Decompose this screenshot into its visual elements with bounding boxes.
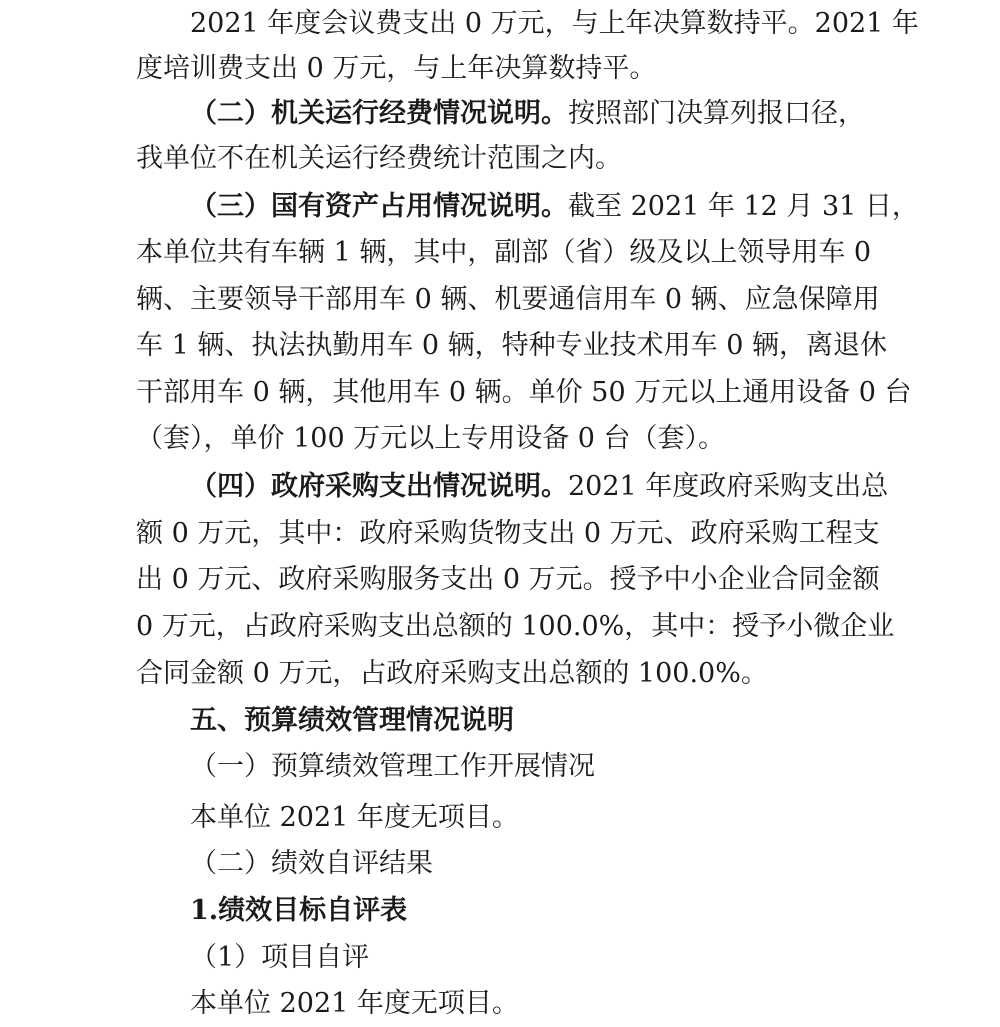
item-subheading: （1）项目自评 [190,942,370,973]
text-line: （套），单价 100 万元以上专用设备 0 台（套）。 [136,423,726,454]
item-heading: 1.绩效目标自评表 [190,895,408,926]
paragraph-heading: （二）机关运行经费情况说明。 [190,98,568,129]
paragraph-heading: （四）政府采购支出情况说明。 [190,471,568,502]
subsection-heading: （一）预算绩效管理工作开展情况 [190,751,595,782]
text-line: 出 0 万元、政府采购服务支出 0 万元。授予中小企业合同金额 [136,564,880,595]
subsection-heading: （二）绩效自评结果 [190,848,433,879]
text-line [0,183,919,230]
text-line: 干部用车 0 辆，其他用车 0 辆。单价 50 万元以上通用设备 0 台 [136,377,912,408]
text-line: 额 0 万元，其中：政府采购货物支出 0 万元、政府采购工程支 [136,518,880,549]
text-line: 车 1 辆、执法执勤用车 0 辆，特种专业技术用车 0 辆，离退休 [136,330,888,361]
text-line: 2021 年度会议费支出 0 万元，与上年决算数持平。2021 年 [190,8,919,39]
text-line: 我单位不在机关运行经费统计范围之内。 [136,143,622,174]
text-line: 本单位 2021 年度无项目。 [190,988,519,1019]
text-line: 辆、主要领导干部用车 0 辆、机要通信用车 0 辆、应急保障用 [136,284,880,315]
text-line: 度培训费支出 0 万元，与上年决算数持平。 [136,53,657,84]
paragraph-text: 按照部门决算列报口径， [568,98,865,129]
text-line: 0 万元，占政府采购支出总额的 100.0%，其中：授予小微企业 [136,611,895,642]
section-heading: 五、预算绩效管理情况说明 [190,705,514,736]
text-line: 本单位共有车辆 1 辆，其中，副部（省）级及以上领导用车 0 [136,237,872,268]
text-line: 合同金额 0 万元，占政府采购支出总额的 100.0%。 [136,658,768,689]
paragraph-text: 截至 2021 年 12 月 31 日， [568,191,919,222]
text-line [0,463,889,510]
paragraph-heading: （三）国有资产占用情况说明。 [190,191,568,222]
text-line [0,90,865,137]
paragraph-text: 2021 年度政府采购支出总 [568,471,889,502]
text-line: 本单位 2021 年度无项目。 [190,802,519,833]
